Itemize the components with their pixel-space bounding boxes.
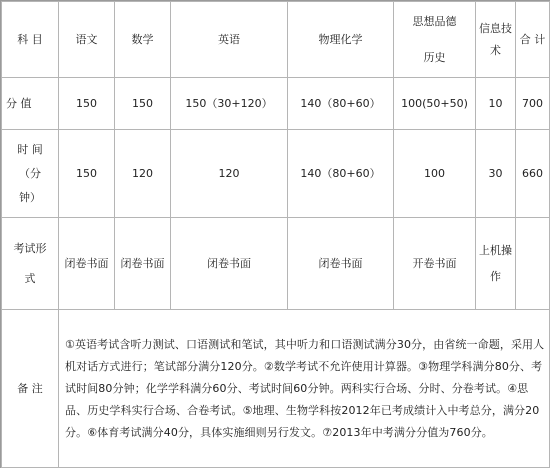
form-label-line2: 式 — [24, 271, 36, 285]
time-row — [2, 130, 550, 218]
form-total-empty — [516, 218, 550, 310]
header-moral-line2: 历史 — [423, 50, 446, 64]
time-total: 660 — [516, 130, 550, 218]
score-label: 分 值 — [2, 78, 59, 130]
form-phys-chem: 闭卷书面 — [288, 218, 394, 310]
header-math: 数学 — [115, 2, 171, 78]
exam-schedule-table — [1, 1, 550, 468]
time-chinese: 150 — [59, 130, 115, 218]
form-math: 闭卷书面 — [115, 218, 171, 310]
notes-row — [2, 310, 550, 468]
header-it-line1: 信息技 — [479, 21, 512, 35]
time-label — [2, 130, 59, 218]
score-phys-chem: 140（80+60） — [288, 78, 394, 130]
header-moral-history — [394, 2, 476, 78]
time-label-line3: 钟） — [19, 190, 41, 204]
notes-text: ①英语考试含听力测试、口语测试和笔试，其中听力和口语测试满分30分，由省统一命题，采用人机对话方式进行；笔试部分满分120分。②数学考试不允许使用计算器。③物理学科满分80分、考试时间80分钟；化学学科满分60分、考试时间60分钟。两科实行合场、分时、分卷考试。④思品、历史学科实行合场、合卷考试。⑤地理、生物学科按2012年已考成绩计入中考总分，满分20分。⑥体育考试满分40分，具体实施细则另行发文。⑦2013年中考满分分值为760分。 — [59, 310, 550, 468]
score-it: 10 — [476, 78, 516, 130]
time-label-line1: 时 间 — [17, 142, 43, 156]
score-english: 150（30+120） — [171, 78, 288, 130]
score-total: 700 — [516, 78, 550, 130]
header-subject: 科 目 — [2, 2, 59, 78]
form-row — [2, 218, 550, 310]
score-row — [2, 78, 550, 130]
header-english: 英语 — [171, 2, 288, 78]
score-chinese: 150 — [59, 78, 115, 130]
form-chinese: 闭卷书面 — [59, 218, 115, 310]
header-phys-chem: 物理化学 — [288, 2, 394, 78]
header-chinese: 语文 — [59, 2, 115, 78]
notes-label: 备 注 — [2, 310, 59, 468]
header-it-line2: 术 — [490, 43, 501, 57]
form-label-line1: 考试形 — [13, 241, 47, 255]
form-it — [476, 218, 516, 310]
form-english: 闭卷书面 — [171, 218, 288, 310]
time-label-line2: （分 — [19, 166, 41, 180]
header-total: 合 计 — [516, 2, 550, 78]
form-moral: 开卷书面 — [394, 218, 476, 310]
score-math: 150 — [115, 78, 171, 130]
form-it-line2: 作 — [490, 269, 501, 283]
time-english: 120 — [171, 130, 288, 218]
form-it-line1: 上机操 — [479, 243, 512, 257]
time-moral: 100 — [394, 130, 476, 218]
header-row — [2, 2, 550, 78]
form-label — [2, 218, 59, 310]
time-it: 30 — [476, 130, 516, 218]
time-phys-chem: 140（80+60） — [288, 130, 394, 218]
score-moral: 100(50+50) — [394, 78, 476, 130]
time-math: 120 — [115, 130, 171, 218]
header-it — [476, 2, 516, 78]
header-moral-line1: 思想品德 — [412, 14, 457, 28]
